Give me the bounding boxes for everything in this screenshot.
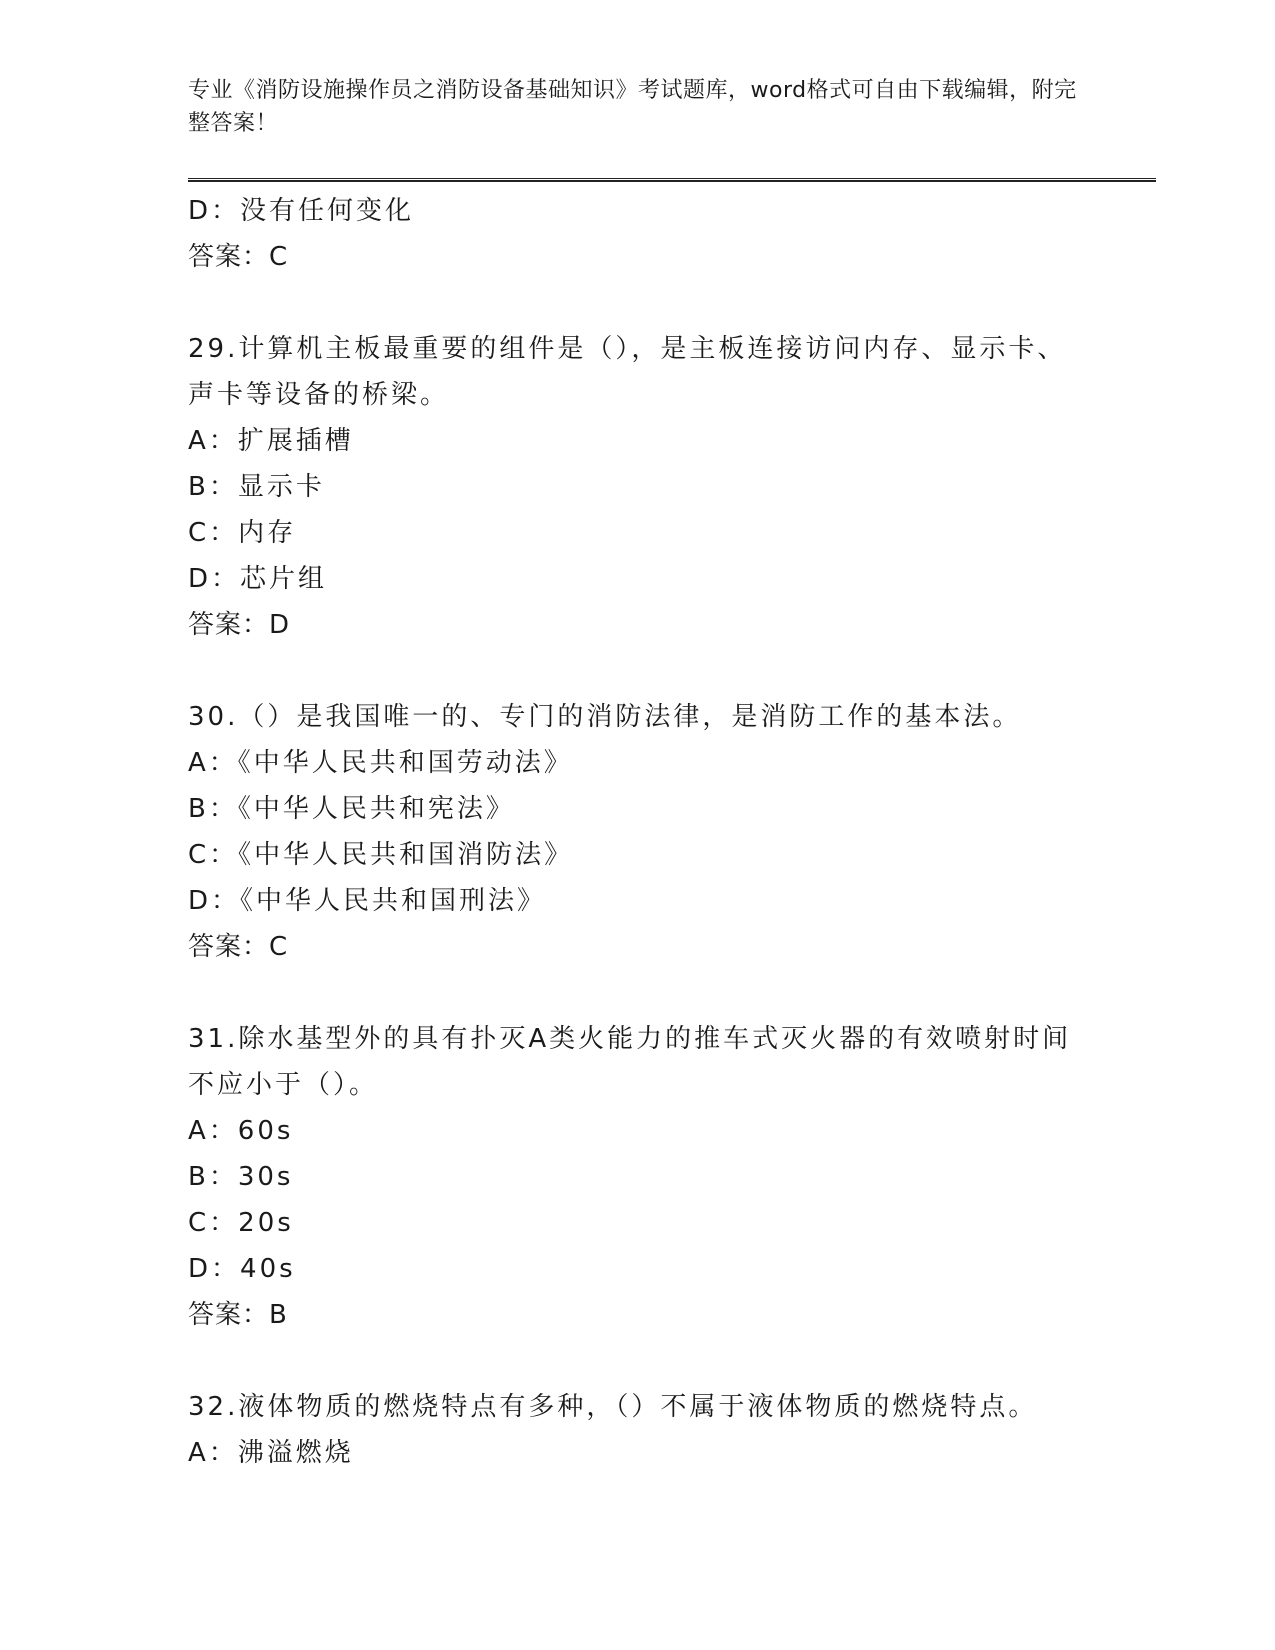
option-b: B：30s (188, 1162, 294, 1192)
spacer (188, 970, 1088, 1016)
question-stem: 31.除水基型外的具有扑灭A类火能力的推车式灭火器的有效喷射时间不应小于（）。 (188, 1024, 1072, 1100)
document-body (188, 188, 1088, 1476)
option-d: D：没有任何变化 (188, 196, 415, 226)
question-31 (188, 1016, 1088, 1338)
option-d: D：《中华人民共和国刑法》 (188, 886, 547, 916)
spacer (188, 280, 1088, 326)
option-a: A：扩展插槽 (188, 426, 354, 456)
page-header: 专业《消防设施操作员之消防设备基础知识》考试题库，word格式可自由下载编辑，附完整答案！ (188, 78, 1077, 136)
question-30 (188, 694, 1088, 970)
answer: 答案：B (188, 1300, 288, 1330)
option-a: A：60s (188, 1116, 294, 1146)
option-d: D：芯片组 (188, 564, 328, 594)
option-a: A：《中华人民共和国劳动法》 (188, 748, 573, 778)
option-d: D：40s (188, 1254, 296, 1284)
question-29 (188, 326, 1088, 648)
option-b: B：显示卡 (188, 472, 325, 502)
question-stem: 30.（）是我国唯一的、专门的消防法律，是消防工作的基本法。 (188, 702, 1022, 732)
option-b: B：《中华人民共和宪法》 (188, 794, 515, 824)
header-divider (188, 178, 1156, 182)
question-stem: 29.计算机主板最重要的组件是（），是主板连接访问内存、显示卡、声卡等设备的桥梁。 (188, 334, 1067, 410)
option-a: A：沸溢燃烧 (188, 1438, 354, 1468)
answer: 答案：C (188, 242, 289, 272)
question-28-tail (188, 188, 1088, 280)
spacer (188, 1338, 1088, 1384)
answer: 答案：C (188, 932, 289, 962)
option-c: C：《中华人民共和国消防法》 (188, 840, 574, 870)
answer: 答案：D (188, 610, 291, 640)
option-c: C：20s (188, 1208, 294, 1238)
option-c: C：内存 (188, 518, 297, 548)
question-stem: 32.液体物质的燃烧特点有多种，（）不属于液体物质的燃烧特点。 (188, 1392, 1038, 1422)
spacer (188, 648, 1088, 694)
question-32 (188, 1384, 1088, 1476)
